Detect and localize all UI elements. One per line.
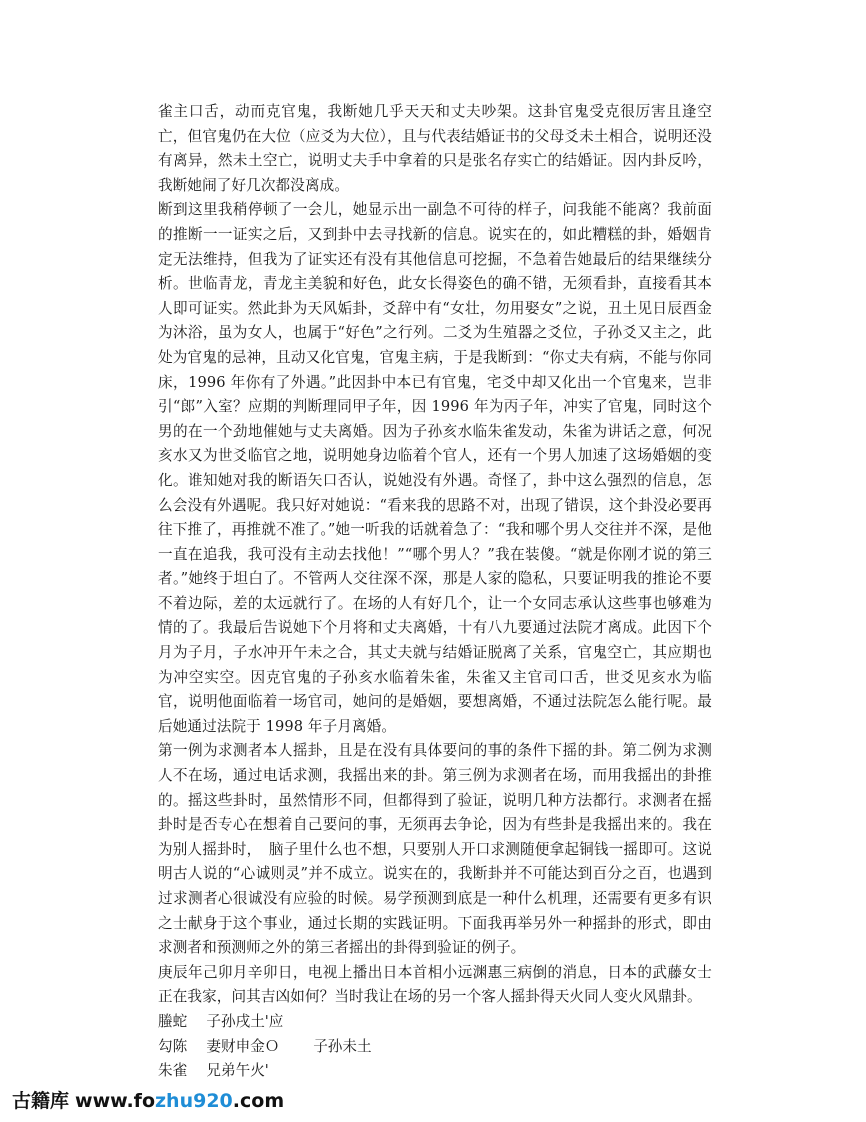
site-url-suffix: .com — [232, 1090, 285, 1112]
watermark-footer — [12, 1086, 284, 1113]
paragraph: 庚辰年己卯月辛卯日，电视上播出日本首相小远渊惠三病倒的消息，日本的武藤女士正在我家，问其吉凶如何？当时我让在场的另一个客人摇卦得天火同人变火风鼎卦。 — [158, 963, 712, 1006]
hexagram-line: 朱雀 兄弟午火' — [158, 1062, 269, 1080]
site-url-prefix: www.fo — [75, 1090, 155, 1112]
hexagram-lines — [158, 1010, 712, 1084]
site-name: 古籍库 — [12, 1090, 70, 1112]
paragraph: 雀主口舌，动而克官鬼，我断她几乎天天和丈夫吵架。这卦官鬼受克很厉害且逢空亡，但官鬼仍在大位（应爻为大位），且与代表结婚证书的父母爻未土相合，说明还没有离异，然未土空亡，说明丈夫手中拿着的只是张名存实亡的结婚证。因内卦反吟，我断她闹了好几次都没离成。 — [158, 103, 712, 194]
site-url-accent: zhu920 — [155, 1090, 233, 1112]
hexagram-line: 勾陈 妻财申金Ｏ 子孙未土 — [158, 1037, 372, 1055]
page-body — [158, 100, 712, 1084]
site-url — [75, 1090, 284, 1112]
paragraph: 断到这里我稍停顿了一会儿，她显示出一副急不可待的样子，问我能不能离？我前面的推断一一证实之后，又到卦中去寻找新的信息。说实在的，如此糟糕的卦，婚姻肯定无法维持，但我为了证实还有没有其他信息可挖掘，不急着告她最后的结果继续分析。世临青龙，青龙主美貌和好色，此女长得姿色的确不错，无须看卦，直接看其本人即可证实。然此卦为天风姤卦，爻辞中有“女壮，勿用娶女”之说，丑土见日辰酉金为沐浴，虽为女人，也属于“好色”之行列。二爻为生殖器之爻位，子孙爻又主之，此处为官鬼的忌神，且动又化官鬼，官鬼主病，于是我断到：“你丈夫有病，不能与你同床，1996 年你有了外遇。”此因卦中本已有官鬼，宅爻中却又化出一个官鬼来，岂非引“郎”入室？应期的判断理同甲子年，因 1996 年为丙子年，冲实了官鬼，同时这个男的在一个劲地催她与丈夫离婚。因为子孙亥水临朱雀发动，朱雀为讲话之意，何况亥水又为世爻临官之地，说明她身边临着个官人，还有一个男人加速了这场婚姻的变化。谁知她对我的断语矢口否认，说她没有外遇。奇怪了，卦中这么强烈的信息，怎么会没有外遇呢。我只好对她说：“看来我的思路不对，出现了错误，这个卦没必要再往下推了，再推就不准了。”她一听我的话就着急了：“我和哪个男人交往并不深，是他一直在追我，我可没有主动去找他！”“哪个男人？”我在装傻。“就是你刚才说的第三者。”她终于坦白了。不管两人交往深不深，那是人家的隐私，只要证明我的推论不要不着边际，差的太远就行了。在场的人有好几个，让一个女同志承认这些事也够难为情的了。我最后告说她下个月将和丈夫离婚，十有八九要通过法院才离成。此因下个月为子月，子水冲开午未之合，其丈夫就与结婚证脱离了关系，官鬼空亡，其应期也为冲空实空。因克官鬼的子孙亥水临着朱雀，朱雀又主官司口舌，世爻见亥水为临官，说明他面临着一场官司，她问的是婚姻，要想离婚，不通过法院怎么能行呢。最后她通过法院于 1998 年子月离婚。 — [158, 201, 712, 735]
paragraph: 第一例为求测者本人摇卦，且是在没有具体要问的事的条件下摇的卦。第二例为求测人不在场，通过电话求测，我摇出来的卦。第三例为求测者在场，而用我摇出的卦推的。摇这些卦时，虽然情形不同，但都得到了验证，说明几种方法都行。求测者在摇卦时是否专心在想着自己要问的事，无须再去争论，因为有些卦是我摇出来的。我在为别人摇卦时， 脑子里什么也不想，只要别人开口求测随便拿起铜钱一摇即可。这说明古人说的“心诚则灵”并不成立。说实在的，我断卦并不可能达到百分之百，也遇到过求测者心很诚没有应验的时候。易学预测到底是一种什么机理，还需要有更多有识之士献身于这个事业，通过长期的实践证明。下面我再举另外一种摇卦的形式，即由求测者和预测师之外的第三者摇出的卦得到验证的例子。 — [158, 742, 712, 957]
hexagram-line: 螣蛇 子孙戌土'应 — [158, 1012, 284, 1030]
